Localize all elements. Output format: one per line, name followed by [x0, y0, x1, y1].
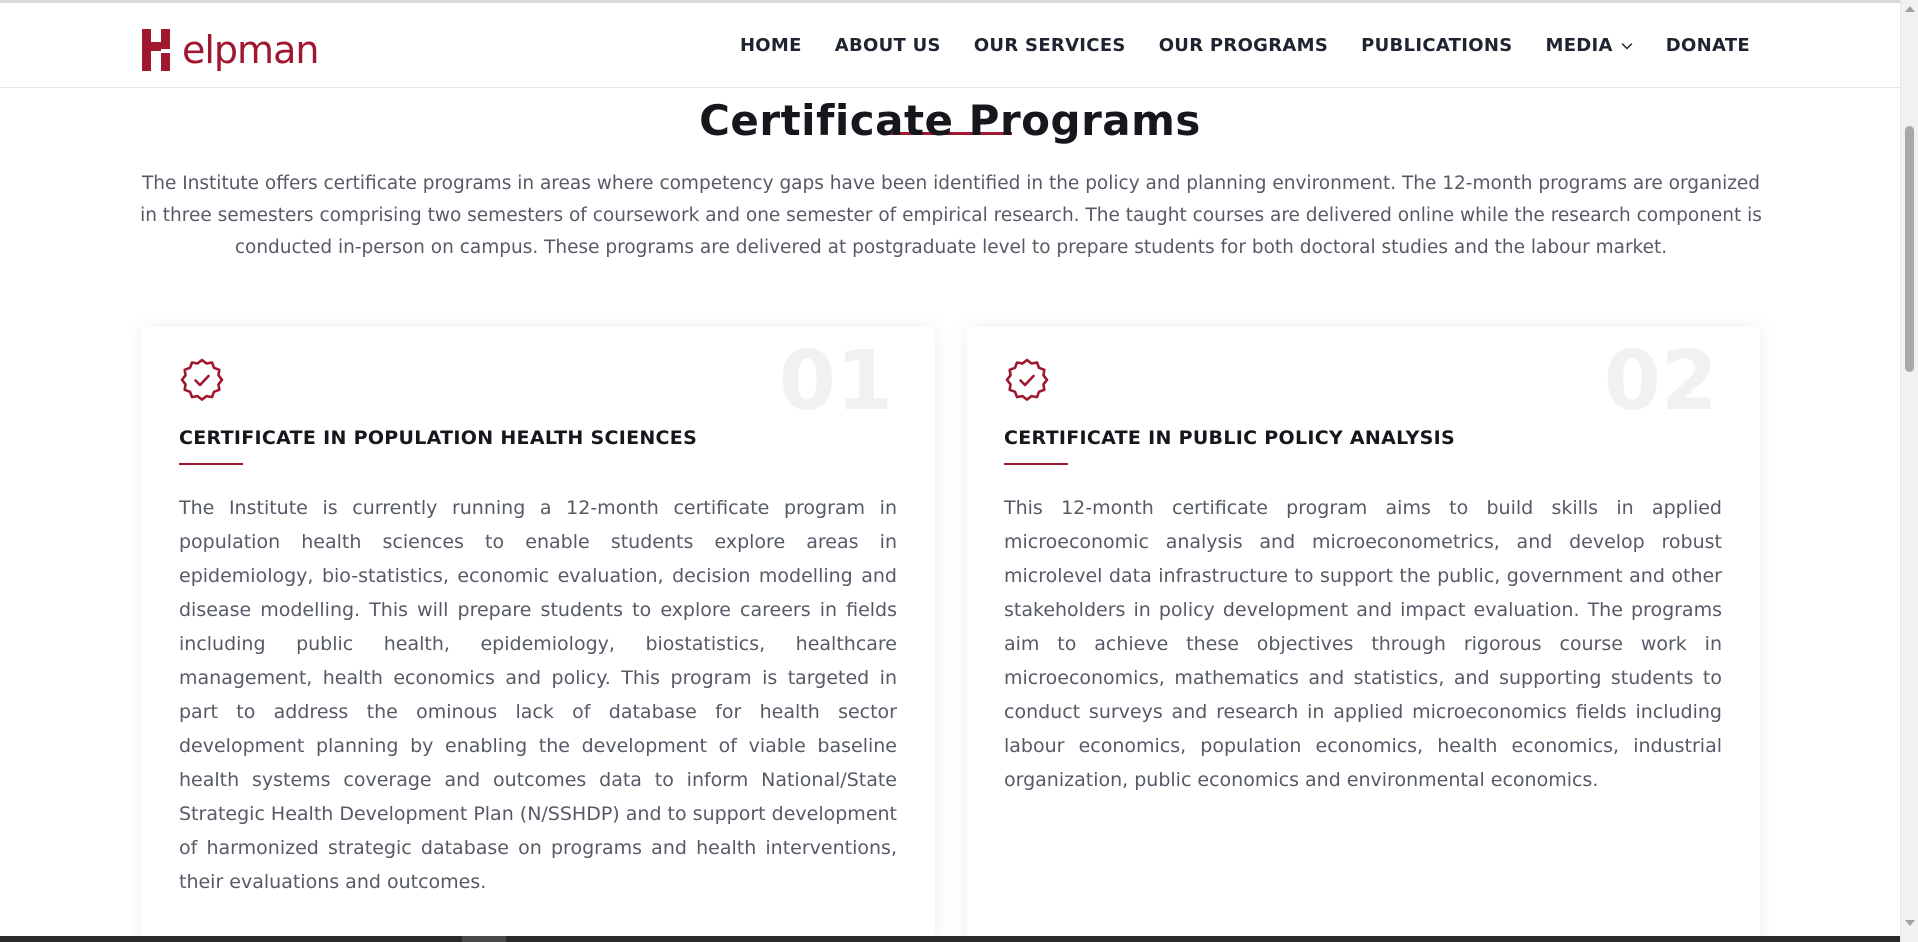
- horizontal-scrollbar[interactable]: [0, 936, 1900, 942]
- card-title-underline: [179, 463, 243, 465]
- vertical-scrollbar[interactable]: [1900, 0, 1918, 942]
- site-header: [0, 0, 1900, 88]
- card-number: 02: [1603, 334, 1718, 429]
- program-card-public-policy: [967, 327, 1760, 942]
- nav-media-label: MEDIA: [1545, 35, 1613, 56]
- certificate-badge-icon: [1003, 357, 1051, 405]
- nav-about-us[interactable]: ABOUT US: [834, 35, 941, 56]
- card-title: CERTIFICATE IN PUBLIC POLICY ANALYSIS: [1004, 427, 1455, 449]
- section-intro: The Institute offers certificate programs in areas where competency gaps have been identified in the policy and planning environment. The 12-month programs are organized in three semesters comprising two semesters of coursework and one semester of empirical research. The taught courses are delivered online while the research component is conducted in-person on campus. These programs are delivered at postgraduate level to prepare students for both doctoral studies and the labour market.: [140, 173, 1762, 258]
- card-title: CERTIFICATE IN POPULATION HEALTH SCIENCES: [179, 427, 698, 449]
- certificate-badge-icon: [178, 357, 226, 405]
- nav-home[interactable]: HOME: [739, 35, 802, 56]
- program-card-population-health: [142, 327, 935, 942]
- scrollbar-thumb[interactable]: [1905, 126, 1914, 372]
- card-number: 01: [778, 334, 893, 429]
- scroll-down-arrow-icon[interactable]: [1905, 920, 1915, 926]
- scroll-up-arrow-icon[interactable]: [1905, 6, 1915, 12]
- logo-wordmark: elpman: [182, 28, 319, 72]
- card-title-underline: [1004, 463, 1068, 465]
- site-logo[interactable]: [140, 21, 318, 73]
- nav-donate[interactable]: DONATE: [1665, 35, 1750, 56]
- main-nav: [707, 3, 1750, 88]
- horizontal-scrollbar-thumb[interactable]: [462, 936, 506, 942]
- nav-media[interactable]: [1546, 35, 1633, 56]
- helpman-logo-icon: [140, 27, 180, 73]
- nav-our-services[interactable]: OUR SERVICES: [973, 35, 1126, 56]
- card-description: The Institute is currently running a 12-month certificate program in population health sciences to enable students explore areas in epidemiology, bio-statistics, economic evaluation, decision modelling and disease modelling. This will prepare students to explore careers in fields including public health, epidemiology, biostatistics, healthcare management, health economics and policy. This program is targeted in part to address the ominous lack of database for health sector development planning by enabling the development of viable baseline health systems coverage and outcomes data to inform National/State Strategic Health Development Plan (N/SSHDP) and to support development of harmonized strategic database on programs and health interventions, their evaluations and outcomes.: [179, 497, 897, 893]
- section-title: Certificate Programs: [699, 96, 1201, 146]
- card-description: This 12-month certificate program aims to build skills in applied microeconomic analysis and microeconometrics, and develop robust microlevel data infrastructure to support the public, government and other stakeholders in policy development and impact evaluation. The programs aim to achieve these objectives through rigorous course work in microeconomics, mathematics and statistics, and supporting students to conduct surveys and research in applied microeconomics fields including labour economics, population economics, health economics, industrial organization, public economics and environmental economics.: [1004, 497, 1722, 791]
- nav-our-programs[interactable]: OUR PROGRAMS: [1158, 35, 1329, 56]
- nav-publications[interactable]: PUBLICATIONS: [1361, 35, 1513, 56]
- chevron-down-icon: [1621, 40, 1633, 52]
